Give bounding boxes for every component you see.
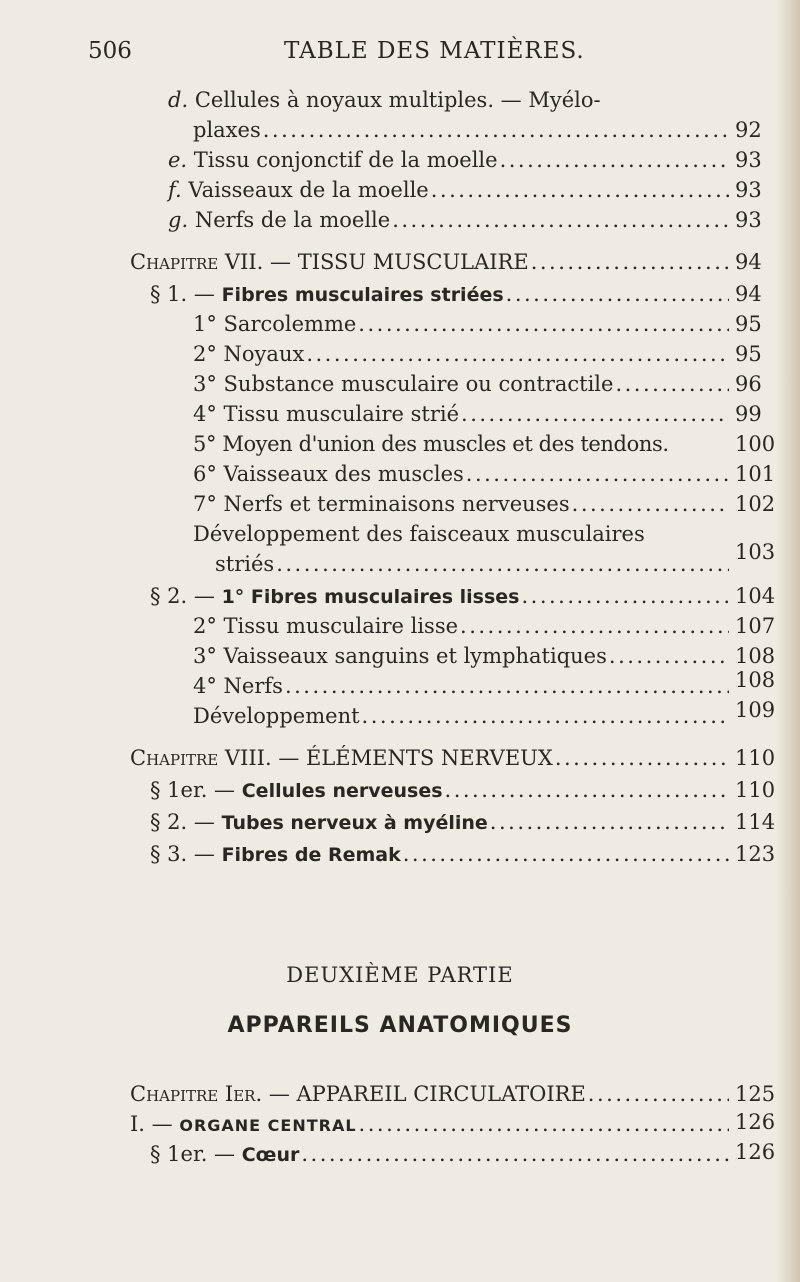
leader-dots xyxy=(490,810,729,834)
leader-dots xyxy=(358,312,729,336)
toc-chapter-7: Chapitre VII. — TISSU MUSCULAIRE ..... xyxy=(130,250,733,280)
toc-item: 1° Sarcolemme ..... xyxy=(193,312,733,342)
page-ref: 126 xyxy=(735,1140,776,1164)
toc-section: § 1er. — Cellules nerveuses ..... xyxy=(150,778,733,808)
page-ref: 126 xyxy=(735,1110,776,1134)
toc-entry-d: plaxes ..... xyxy=(193,118,733,148)
leader-dots xyxy=(445,778,729,802)
leader-dots xyxy=(531,250,729,274)
page-ref: 94 xyxy=(735,250,762,274)
toc-item-development: striés ..... xyxy=(215,552,733,582)
toc-section-1: § 1. — Fibres musculaires striées ..... xyxy=(150,282,733,312)
page-ref: 99 xyxy=(735,402,762,426)
page-ref: 108 xyxy=(735,644,776,668)
page-ref: 92 xyxy=(735,118,762,142)
page-ref: 123 xyxy=(735,842,776,866)
page-ref: 114 xyxy=(735,810,776,834)
page-ref: 95 xyxy=(735,342,762,366)
toc-section: § 1er. — Cœur ..... xyxy=(150,1142,733,1172)
running-head xyxy=(88,38,648,68)
toc-item: 3° Substance musculaire ou contractile ..... xyxy=(193,372,733,402)
leader-dots xyxy=(521,584,729,608)
toc-section-2: § 2. — 1° Fibres musculaires lisses ..... xyxy=(150,584,733,614)
leader-dots xyxy=(555,746,729,770)
toc-item: 7° Nerfs et terminaisons nerveuses ..... xyxy=(193,492,733,522)
page-ref: 93 xyxy=(735,148,762,172)
toc-item: 4° Tissu musculaire strié ..... xyxy=(193,402,733,432)
page-title: TABLE DES MATIÈRES. xyxy=(284,38,585,64)
page-ref: 95 xyxy=(735,312,762,336)
toc-item: 6° Vaisseaux des muscles ..... xyxy=(193,462,733,492)
leader-dots xyxy=(588,1082,729,1106)
toc-item: Développement ..... xyxy=(193,704,733,734)
leader-dots xyxy=(285,674,729,698)
leader-dots xyxy=(609,644,729,668)
leader-dots xyxy=(359,1112,729,1136)
page-ref: 101 xyxy=(735,462,776,486)
leader-dots xyxy=(392,208,729,232)
page-ref: 93 xyxy=(735,178,762,202)
page-ref: 102 xyxy=(735,492,776,516)
toc-entry-f: f. Vaisseaux de la moelle ..... xyxy=(168,178,733,208)
page-ref: 94 xyxy=(735,282,762,306)
toc-entry-g: g. Nerfs de la moelle ..... xyxy=(168,208,733,238)
leader-dots xyxy=(403,842,729,866)
toc-item: 4° Nerfs ..... xyxy=(193,674,733,704)
toc-section: § 3. — Fibres de Remak ..... xyxy=(150,842,733,872)
page-ref: 125 xyxy=(735,1082,776,1106)
toc-item: 2° Noyaux ..... xyxy=(193,342,733,372)
leader-dots xyxy=(466,462,729,486)
page-ref: 96 xyxy=(735,372,762,396)
page-ref: 93 xyxy=(735,208,762,232)
toc-entry-d-line1: d. Cellules à noyaux multiples. — Myélo- xyxy=(168,88,601,112)
toc-section: § 2. — Tubes nerveux à myéline ..... xyxy=(150,810,733,840)
leader-dots xyxy=(301,1142,729,1166)
page-ref: 103 xyxy=(735,540,776,564)
toc-item: 5° Moyen d'union des muscles et des tendons. xyxy=(193,432,669,456)
toc-organ: I. — ORGANE CENTRAL ..... xyxy=(130,1112,733,1142)
leader-dots xyxy=(572,492,729,516)
toc-chapter-8: Chapitre VIII. — ÉLÉMENTS NERVEUX ..... xyxy=(130,746,733,776)
toc-entry-e: e. Tissu conjonctif de la moelle ..... xyxy=(168,148,733,178)
page-ref: 110 xyxy=(735,746,776,770)
toc-chapter-1: Chapitre Ier. — APPAREIL CIRCULATOIRE ..... xyxy=(130,1082,733,1112)
page-ref: 100 xyxy=(735,432,776,456)
part-subtitle: APPAREILS ANATOMIQUES xyxy=(227,1013,573,1038)
leader-dots xyxy=(276,552,729,576)
page-ref: 110 xyxy=(735,778,776,802)
page-ref: 108 xyxy=(735,668,776,692)
leader-dots xyxy=(431,178,729,202)
part-heading: DEUXIÈME PARTIE xyxy=(286,963,514,987)
leader-dots xyxy=(461,402,729,426)
leader-dots xyxy=(362,704,729,728)
leader-dots xyxy=(306,342,729,366)
page-ref: 104 xyxy=(735,584,776,608)
leader-dots xyxy=(263,118,729,142)
toc-item: 2° Tissu musculaire lisse ..... xyxy=(193,614,733,644)
toc-item: 3° Vaisseaux sanguins et lymphatiques ..... xyxy=(193,644,733,674)
leader-dots xyxy=(460,614,729,638)
page-ref: 109 xyxy=(735,698,776,722)
toc-item-development-line1: Développement des faisceaux musculaires xyxy=(193,522,645,546)
leader-dots xyxy=(506,282,729,306)
page-ref: 107 xyxy=(735,614,776,638)
leader-dots xyxy=(500,148,729,172)
leader-dots xyxy=(615,372,729,396)
page-number: 506 xyxy=(88,38,132,64)
